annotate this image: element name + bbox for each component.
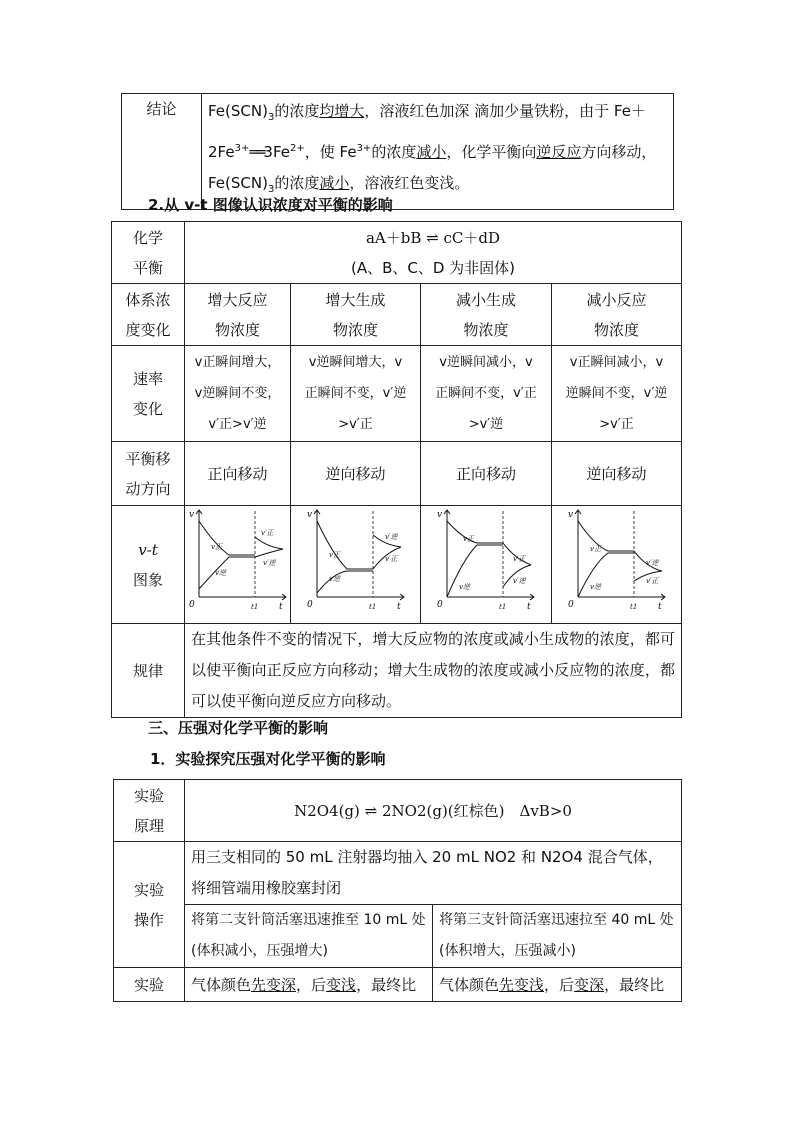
rate-curve [317,521,373,569]
origin-label: 0 [437,599,443,610]
section3-heading: 三、压强对化学平衡的影响 [148,719,329,737]
t-axis-label: t [527,601,531,612]
change-cell: 增大反应 物浓度 [185,284,291,346]
curve-label: v正 [329,550,340,559]
vt-graph-cell [185,506,291,624]
v-axis-label: v [307,509,313,520]
origin-label: 0 [307,599,313,610]
conclusion-table [121,93,674,210]
equilibrium-equation-cell [185,222,682,284]
shift-cell: 正向移动 [421,442,552,506]
conclusion-line-1: $Fe(SCN)_3$的浓度均增大，溶液红色加深 滴加少量铁粉，由于 Fe＋ [208,102,646,123]
equilibrium-note: (A、B、C、D 为非固体) [350,258,516,277]
curve-label: v逆 [590,582,601,591]
curve-label: v逆 [459,582,470,591]
curve-label: v逆 [215,568,226,577]
result-label: 实验 [114,968,185,1002]
conclusion-text [202,94,674,210]
operation-label: 实验 操作 [114,842,185,968]
operation-text: 用三支相同的 50 mL 注射器均抽入 20 mL NO2 和 N2O4 混合气体，将细管端用橡胶塞封闭 [185,842,682,905]
change-label: 体系浓 度变化 [112,284,185,346]
operation-left: 将第二支针筒活塞迅速推至 10 mL 处(体积减小，压强增大) [185,905,433,968]
graph-label: v-t 图象 [112,506,185,624]
change-cell: 减小生成 物浓度 [421,284,552,346]
curve-label: v′逆 [263,558,276,567]
shift-cell: 逆向移动 [552,442,682,506]
rate-curve [255,549,283,557]
rate-cell: v正瞬间减小，v 逆瞬间不变，v′逆 >v′正 [552,346,682,442]
curve-label: v逆 [329,574,340,583]
equilibrium-equation: aA＋bB ⇌ cC＋dD [365,228,500,247]
pressure-table [113,779,682,1002]
curve-label: v′正 [513,554,526,563]
shift-cell: 逆向移动 [291,442,421,506]
result-left: 气体颜色先变深，后变浅，最终比 [185,968,433,1002]
shift-cell: 正向移动 [185,442,291,506]
t-axis-label: t [397,601,401,612]
curve-label: v正 [211,542,222,551]
vt-graph-decrease-reactant [552,507,680,619]
t-axis-label: t [658,601,662,612]
v-axis-label: v [437,509,443,520]
vt-graph-increase-product [291,507,419,619]
t1-label: t1 [499,602,507,611]
rate-curve [199,557,255,589]
t1-label: t1 [369,602,377,611]
rate-curve [447,521,503,543]
rate-cell: v逆瞬间减小，v 正瞬间不变，v′正 >v′逆 [421,346,552,442]
vt-graph-cell [552,506,682,624]
conclusion-label: 结论 [122,94,202,210]
rate-curve [447,545,503,597]
rate-curve [578,553,634,597]
rate-label: 速率 变化 [112,346,185,442]
curve-label: v′逆 [513,576,526,585]
change-cell: 减小反应 物浓度 [552,284,682,346]
shift-label: 平衡移 动方向 [112,442,185,506]
curve-label: v′逆 [646,558,659,567]
rate-curve [317,571,373,593]
curve-label: v′正 [261,528,274,537]
rate-curve [199,521,255,555]
change-cell: 增大生成 物浓度 [291,284,421,346]
vt-graph-decrease-product [421,507,549,619]
principle-label: 实验 原理 [114,780,185,842]
vt-graph-increase-reactant [185,507,289,619]
operation-right: 将第三支针筒活塞迅速拉至 40 mL 处(体积增大，压强减小) [433,905,682,968]
vt-graph-cell [291,506,421,624]
section2-heading: 2.从 v-t 图像认识浓度对平衡的影响 [148,196,393,214]
t1-label: t1 [630,602,638,611]
v-axis-label: v [189,509,195,520]
rate-curve [255,537,283,549]
t-axis-label: t [279,601,283,612]
curve-label: v正 [590,544,601,553]
rate-cell: v逆瞬间增大，v 正瞬间不变，v′逆 >v′正 [291,346,421,442]
origin-label: 0 [189,599,195,610]
concentration-table [111,221,682,718]
rule-text: 在其他条件不变的情况下，增大反应物的浓度或减小生成物的浓度，都可以使平衡向正反应方向移动；增大生成物的浓度或减小反应物的浓度，都可以使平衡向逆反应方向移动。 [185,624,682,718]
origin-label: 0 [568,599,574,610]
principle-equation: N2O4(g) ⇌ 2NO2(g)(红棕色) ΔvB>0 [185,780,682,842]
curve-label: v′逆 [385,532,398,541]
curve-label: v′正 [646,576,659,585]
vt-graph-cell [421,506,552,624]
rate-curve [578,521,634,551]
curve-label: v正 [463,534,474,543]
t1-label: t1 [251,602,259,611]
equilibrium-label: 化学 平衡 [112,222,185,284]
v-axis-label: v [568,509,574,520]
result-right: 气体颜色先变浅，后变深，最终比 [433,968,682,1002]
curve-label: v′正 [385,554,398,563]
conclusion-line-2: $2Fe^{3+}══3Fe^{2+}$，使 $Fe^{3+}$的浓度减小，化学平衡向逆反应方向移动， [208,143,657,161]
conclusion-line-3: $Fe(SCN)_3$的浓度减小，溶液红色变浅。 [208,174,470,195]
section3-subheading: 1．实验探究压强对化学平衡的影响 [150,750,386,768]
rule-label: 规律 [112,624,185,718]
rate-cell: v正瞬间增大， v逆瞬间不变， v′正>v′逆 [185,346,291,442]
